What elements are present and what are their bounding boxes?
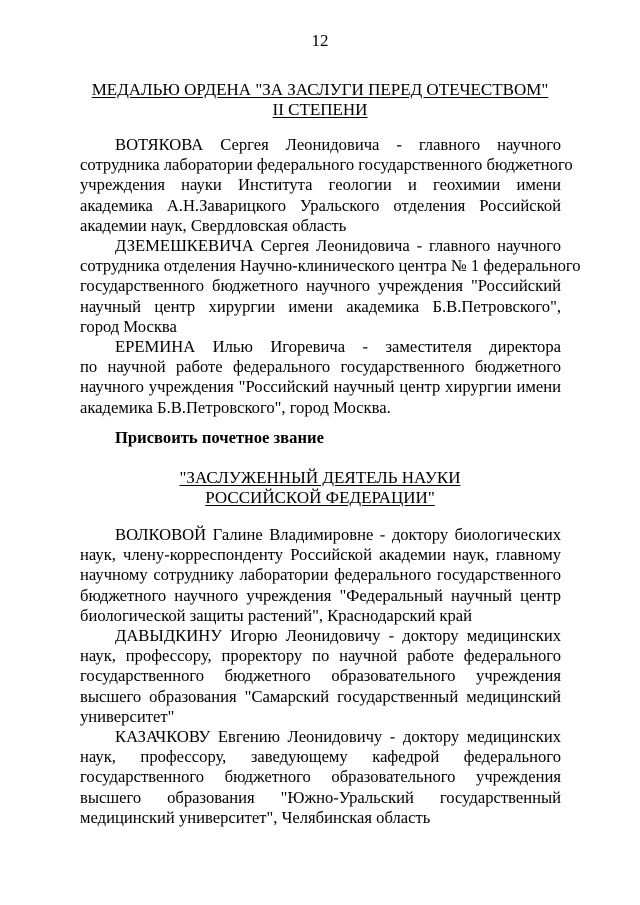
entry-line: научного учреждения "Российский научный центр хирургии имени (80, 377, 561, 397)
entry-line: учреждения науки Института геологии и геохимии имени (80, 175, 561, 195)
entry-line: академика А.Н.Заварицкого Уральского отделения Российской (80, 195, 561, 215)
page-number: 12 (311, 31, 329, 50)
entry-line: государственного бюджетного образовательного учреждения (80, 767, 561, 787)
entry-line: наук, профессору, заведующему кафедрой федерального (80, 747, 561, 767)
entry-line: ЕРЕМИНА Илью Игоревича - заместителя директора (115, 337, 561, 356)
entry-line: по научной работе федерального государственного бюджетного (80, 357, 561, 377)
section2-heading (0, 468, 640, 508)
entry-line: ВОЛКОВОЙ Галине Владимировне - доктору биологических (115, 525, 561, 544)
entry-line: научному сотруднику лаборатории федерального государственного (80, 565, 561, 585)
section2-heading-line1: "ЗАСЛУЖЕННЫЙ ДЕЯТЕЛЬ НАУКИ (179, 468, 461, 487)
entry-line: медицинский университет", Челябинская область (80, 807, 431, 827)
entry-line: ДЗЕМЕШКЕВИЧА Сергея Леонидовича - главного научного (115, 236, 561, 255)
entry-line: наук, члену-корреспонденту Российской академии наук, главному (80, 545, 561, 565)
entry-line: государственного бюджетного образовательного учреждения (80, 666, 561, 686)
entry-line: академика Б.В.Петровского", город Москва. (80, 397, 391, 417)
section1-heading (0, 80, 640, 120)
entry-line: ДАВЫДКИНУ Игорю Леонидовичу - доктору медицинских (115, 626, 561, 645)
entry-line: научный центр хирургии имени академика Б.В.Петровского", (80, 296, 561, 316)
entry-line: КАЗАЧКОВУ Евгению Леонидовичу - доктору медицинских (115, 727, 561, 746)
entry-line: наук, профессору, проректору по научной работе федерального (80, 646, 561, 666)
assign-title-note: Присвоить почетное звание (115, 428, 324, 447)
section1-heading-line1: МЕДАЛЬЮ ОРДЕНА "ЗА ЗАСЛУГИ ПЕРЕД ОТЕЧЕСТВОМ" (91, 80, 549, 99)
entry-line: сотрудника лаборатории федерального государственного бюджетного (80, 155, 573, 175)
entry-line: биологической защиты растений", Краснодарский край (80, 605, 473, 625)
award-entry (80, 525, 561, 626)
entry-line: сотрудника отделения Научно-клинического центра № 1 федерального (80, 256, 581, 276)
entry-line: город Москва (80, 316, 177, 336)
entry-line: высшего образования "Самарский государственный медицинский (80, 686, 561, 706)
section1-heading-line2: II СТЕПЕНИ (272, 100, 368, 119)
section2-heading-line2: РОССИЙСКОЙ ФЕДЕРАЦИИ" (205, 488, 435, 507)
entry-line: высшего образования "Южно-Уральский государственный (80, 787, 561, 807)
entry-line: бюджетного научного учреждения "Федеральный научный центр (80, 585, 561, 605)
award-entry (80, 236, 581, 337)
entry-line: государственного бюджетного научного учреждения "Российский (80, 276, 561, 296)
entry-line: ВОТЯКОВА Сергея Леонидовича - главного научного (115, 135, 561, 154)
entry-line: университет" (80, 706, 175, 726)
award-entry (80, 626, 561, 727)
award-entry (80, 135, 573, 236)
entry-line: академии наук, Свердловская область (80, 215, 347, 235)
award-entry (80, 727, 561, 828)
award-entry (80, 337, 561, 418)
